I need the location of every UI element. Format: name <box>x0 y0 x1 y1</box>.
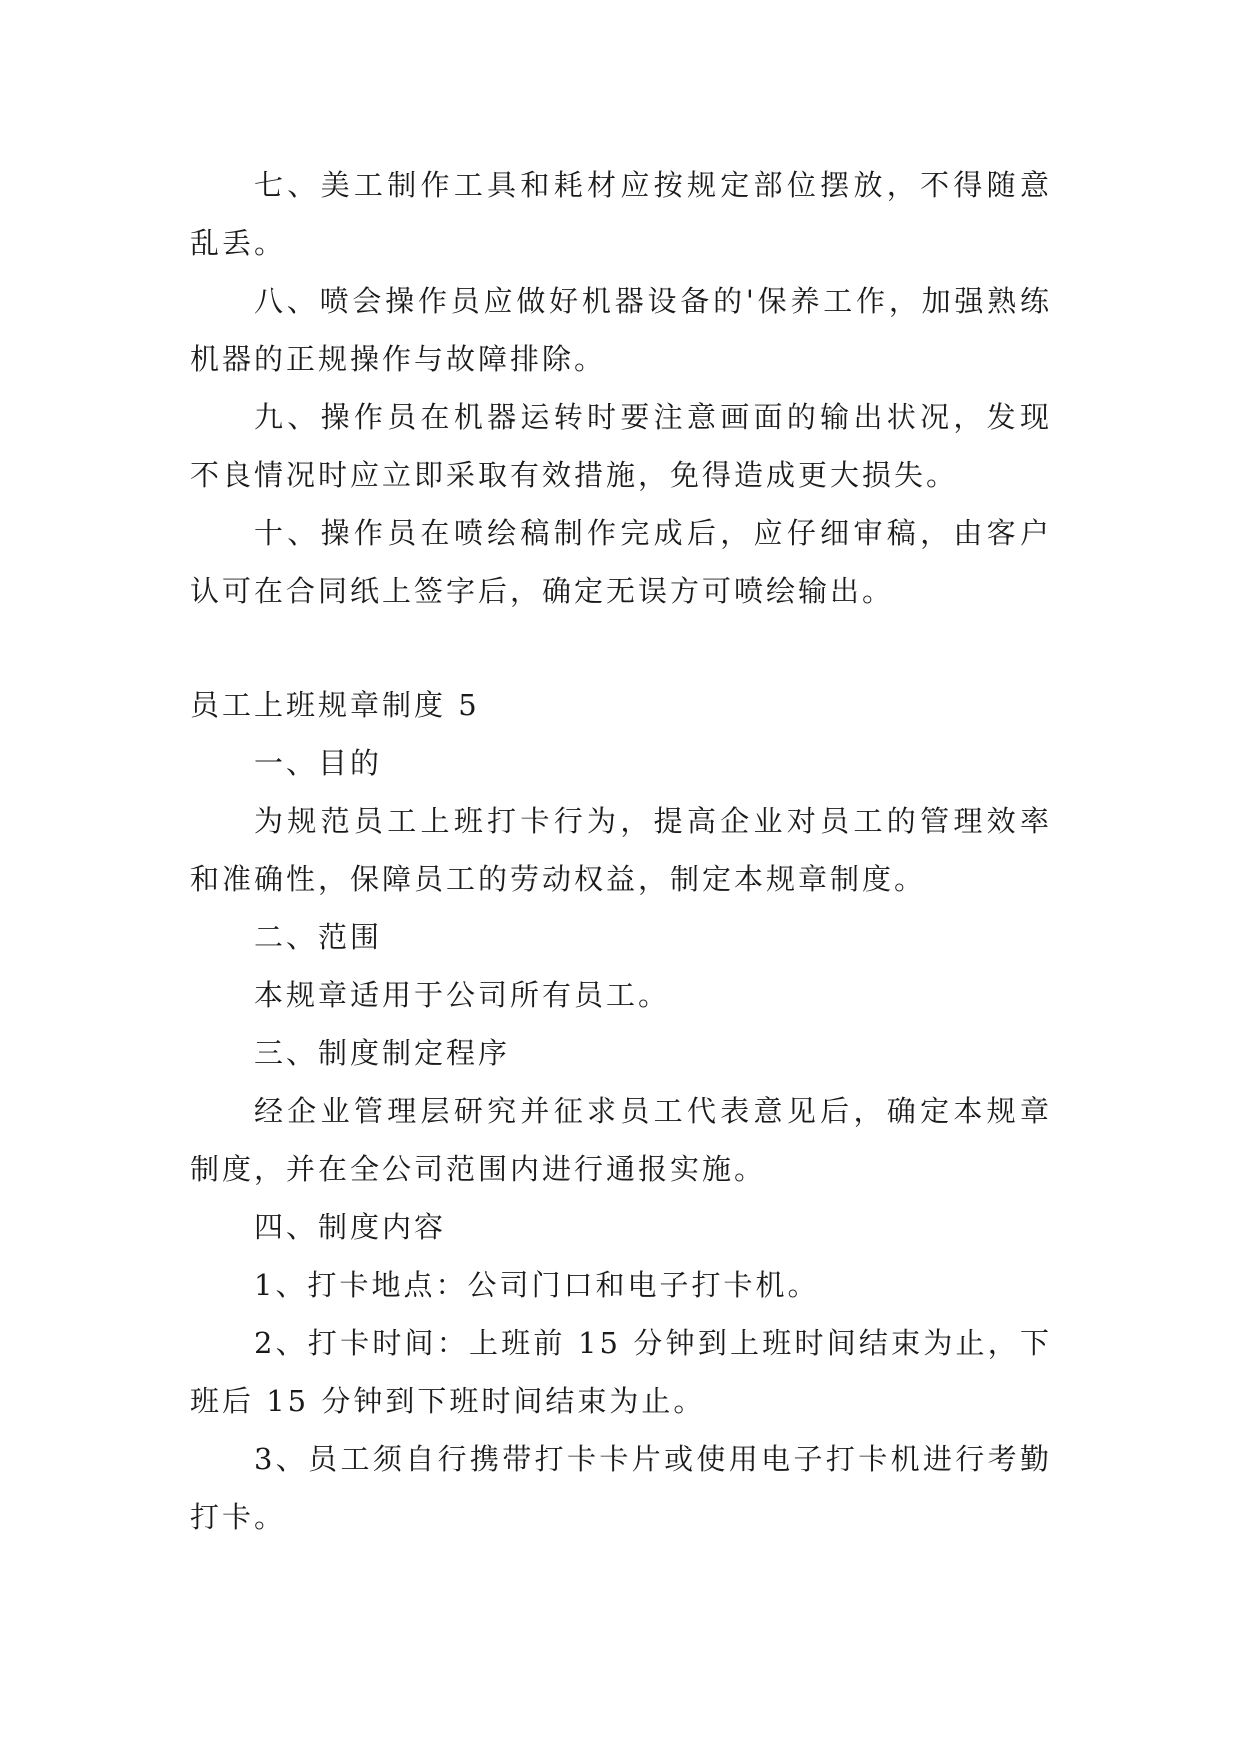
paragraph-item-7: 七、美工制作工具和耗材应按规定部位摆放，不得随意乱丢。 <box>190 168 1052 260</box>
heading-purpose: 一、目的 <box>254 746 383 780</box>
paragraph-item-9: 九、操作员在机器运转时要注意画面的输出状况，发现不良情况时应立即采取有效措施，免得造成更大损失。 <box>190 400 1052 492</box>
document-body <box>190 156 1052 1546</box>
heading-procedure: 三、制度制定程序 <box>254 1036 511 1070</box>
rule-item-2: 2、打卡时间：上班前 15 分钟到上班时间结束为止，下班后 15 分钟到下班时间结束为止。 <box>190 1326 1052 1418</box>
rule-item-3: 3、员工须自行携带打卡卡片或使用电子打卡机进行考勤打卡。 <box>190 1442 1052 1534</box>
paragraph-purpose: 为规范员工上班打卡行为，提高企业对员工的管理效率和准确性，保障员工的劳动权益，制定本规章制度。 <box>190 804 1052 896</box>
heading-scope: 二、范围 <box>254 920 383 954</box>
paragraph-item-8: 八、喷会操作员应做好机器设备的'保养工作，加强熟练机器的正规操作与故障排除。 <box>190 284 1052 376</box>
paragraph-scope: 本规章适用于公司所有员工。 <box>254 978 671 1012</box>
section-spacer <box>190 620 1052 676</box>
rule-item-1: 1、打卡地点：公司门口和电子打卡机。 <box>254 1268 820 1302</box>
paragraph-procedure: 经企业管理层研究并征求员工代表意见后，确定本规章制度，并在全公司范围内进行通报实施。 <box>190 1094 1052 1186</box>
heading-content: 四、制度内容 <box>254 1210 447 1244</box>
paragraph-item-10: 十、操作员在喷绘稿制作完成后，应仔细审稿，由客户认可在合同纸上签字后，确定无误方可喷绘输出。 <box>190 516 1052 608</box>
section-title: 员工上班规章制度 5 <box>190 688 480 722</box>
